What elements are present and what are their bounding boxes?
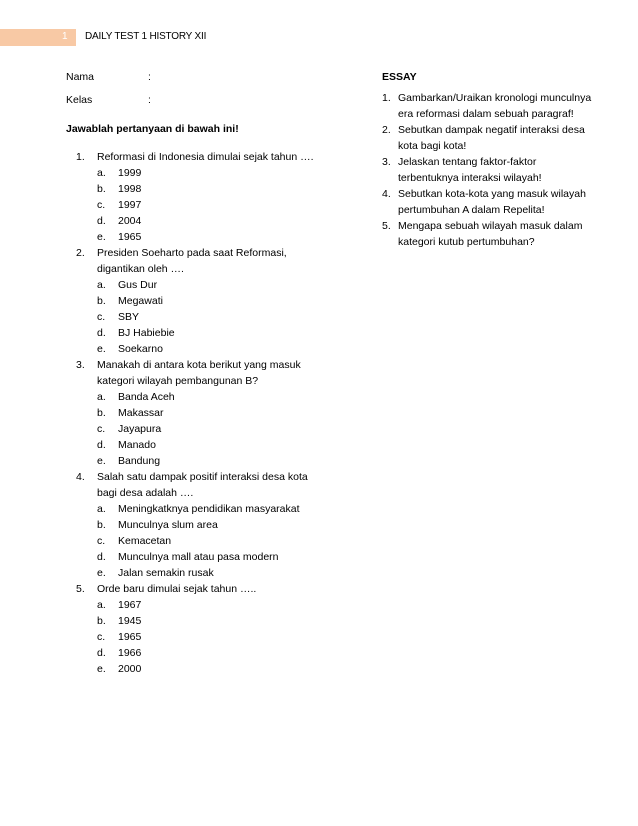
question-list	[66, 149, 326, 677]
question-3	[66, 357, 326, 469]
option-text: 1945	[118, 615, 142, 627]
answer-option	[97, 629, 326, 645]
question-number: 2.	[76, 247, 85, 259]
answer-option	[97, 325, 326, 341]
question-number: 1.	[76, 151, 85, 163]
option-list	[97, 165, 326, 245]
option-list	[97, 277, 326, 357]
multiple-choice-section	[66, 71, 326, 677]
option-letter: d.	[97, 215, 106, 227]
answer-option	[97, 229, 326, 245]
option-letter: b.	[97, 407, 106, 419]
option-text: Munculnya mall atau pasa modern	[118, 551, 279, 563]
option-text: Munculnya slum area	[118, 519, 218, 531]
option-text: Banda Aceh	[118, 391, 175, 403]
question-number: 3.	[76, 359, 85, 371]
option-text: 1965	[118, 231, 142, 243]
essay-text: Sebutkan kota-kota yang masuk wilayah pertumbuhan A dalam Repelita!	[398, 188, 586, 216]
answer-option	[97, 341, 326, 357]
name-colon: :	[148, 71, 151, 83]
answer-option	[97, 645, 326, 661]
class-field	[66, 94, 326, 117]
option-letter: b.	[97, 519, 106, 531]
option-letter: e.	[97, 455, 106, 467]
option-text: Megawati	[118, 295, 163, 307]
option-letter: d.	[97, 439, 106, 451]
option-letter: a.	[97, 599, 106, 611]
answer-option	[97, 293, 326, 309]
answer-option	[97, 421, 326, 437]
answer-option	[97, 613, 326, 629]
option-list	[97, 501, 326, 581]
question-text: Salah satu dampak positif interaksi desa kota bagi desa adalah ….	[97, 471, 308, 499]
page-header	[0, 29, 638, 46]
essay-item-1	[382, 90, 592, 122]
option-letter: e.	[97, 567, 106, 579]
essay-item-5	[382, 218, 592, 250]
question-text: Orde baru dimulai sejak tahun …..	[97, 583, 257, 595]
class-label: Kelas	[66, 94, 93, 106]
document-title: DAILY TEST 1 HISTORY XII	[85, 31, 207, 42]
essay-number: 2.	[382, 124, 391, 136]
essay-section	[382, 71, 592, 250]
essay-number: 4.	[382, 188, 391, 200]
name-field	[66, 71, 326, 94]
option-letter: b.	[97, 615, 106, 627]
option-text: Jalan semakin rusak	[118, 567, 214, 579]
option-text: Soekarno	[118, 343, 163, 355]
essay-item-3	[382, 154, 592, 186]
option-text: 1967	[118, 599, 142, 611]
answer-option	[97, 165, 326, 181]
essay-text: Mengapa sebuah wilayah masuk dalam kategori kutub pertumbuhan?	[398, 220, 583, 248]
answer-option	[97, 453, 326, 469]
page-number: 1	[62, 31, 68, 42]
option-text: Jayapura	[118, 423, 162, 435]
answer-option	[97, 517, 326, 533]
option-letter: c.	[97, 535, 106, 547]
answer-option	[97, 197, 326, 213]
option-letter: a.	[97, 503, 106, 515]
answer-option	[97, 661, 326, 677]
instruction: Jawablah pertanyaan di bawah ini!	[66, 123, 239, 135]
answer-option	[97, 181, 326, 197]
answer-option	[97, 309, 326, 325]
essay-list	[382, 90, 592, 250]
answer-option	[97, 549, 326, 565]
option-letter: e.	[97, 343, 106, 355]
name-label: Nama	[66, 71, 95, 83]
option-letter: e.	[97, 231, 106, 243]
question-text: Presiden Soeharto pada saat Reformasi, digantikan oleh ….	[97, 247, 287, 275]
option-text: 2000	[118, 663, 142, 675]
option-text: 1999	[118, 167, 142, 179]
option-letter: d.	[97, 327, 106, 339]
option-text: Kemacetan	[118, 535, 172, 547]
option-letter: c.	[97, 311, 106, 323]
option-text: Meningkatknya pendidikan masyarakat	[118, 503, 300, 515]
question-number: 5.	[76, 583, 85, 595]
option-letter: a.	[97, 391, 106, 403]
option-letter: d.	[97, 647, 106, 659]
option-list	[97, 597, 326, 677]
option-text: Manado	[118, 439, 156, 451]
answer-option	[97, 213, 326, 229]
answer-option	[97, 389, 326, 405]
essay-text: Sebutkan dampak negatif interaksi desa kota bagi kota!	[398, 124, 585, 152]
option-text: 1966	[118, 647, 142, 659]
option-letter: c.	[97, 199, 106, 211]
option-letter: b.	[97, 183, 106, 195]
class-colon: :	[148, 94, 151, 106]
option-letter: a.	[97, 167, 106, 179]
answer-option	[97, 405, 326, 421]
question-number: 4.	[76, 471, 85, 483]
option-letter: d.	[97, 551, 106, 563]
question-1	[66, 149, 326, 245]
option-text: 1965	[118, 631, 142, 643]
option-letter: b.	[97, 295, 106, 307]
question-text: Reformasi di Indonesia dimulai sejak tahun ….	[97, 151, 314, 163]
answer-option	[97, 533, 326, 549]
page-number-bar	[0, 29, 76, 46]
question-text: Manakah di antara kota berikut yang masuk kategori wilayah pembangunan B?	[97, 359, 301, 387]
option-text: Makassar	[118, 407, 164, 419]
essay-item-2	[382, 122, 592, 154]
answer-option	[97, 597, 326, 613]
option-letter: c.	[97, 631, 106, 643]
question-4	[66, 469, 326, 581]
essay-number: 1.	[382, 92, 391, 104]
question-5	[66, 581, 326, 677]
essay-number: 5.	[382, 220, 391, 232]
answer-option	[97, 565, 326, 581]
option-letter: c.	[97, 423, 106, 435]
question-2	[66, 245, 326, 357]
essay-item-4	[382, 186, 592, 218]
option-list	[97, 389, 326, 469]
option-text: 1998	[118, 183, 142, 195]
essay-text: Gambarkan/Uraikan kronologi munculnya era reformasi dalam sebuah paragraf!	[398, 92, 592, 120]
essay-number: 3.	[382, 156, 391, 168]
option-text: 1997	[118, 199, 142, 211]
option-text: Gus Dur	[118, 279, 158, 291]
answer-option	[97, 501, 326, 517]
option-letter: e.	[97, 663, 106, 675]
answer-option	[97, 437, 326, 453]
option-letter: a.	[97, 279, 106, 291]
essay-title: ESSAY	[382, 71, 417, 83]
option-text: Bandung	[118, 455, 161, 467]
option-text: SBY	[118, 311, 140, 323]
essay-text: Jelaskan tentang faktor-faktor terbentuknya interaksi wilayah!	[398, 156, 542, 184]
answer-option	[97, 277, 326, 293]
option-text: 2004	[118, 215, 142, 227]
option-text: BJ Habiebie	[118, 327, 175, 339]
